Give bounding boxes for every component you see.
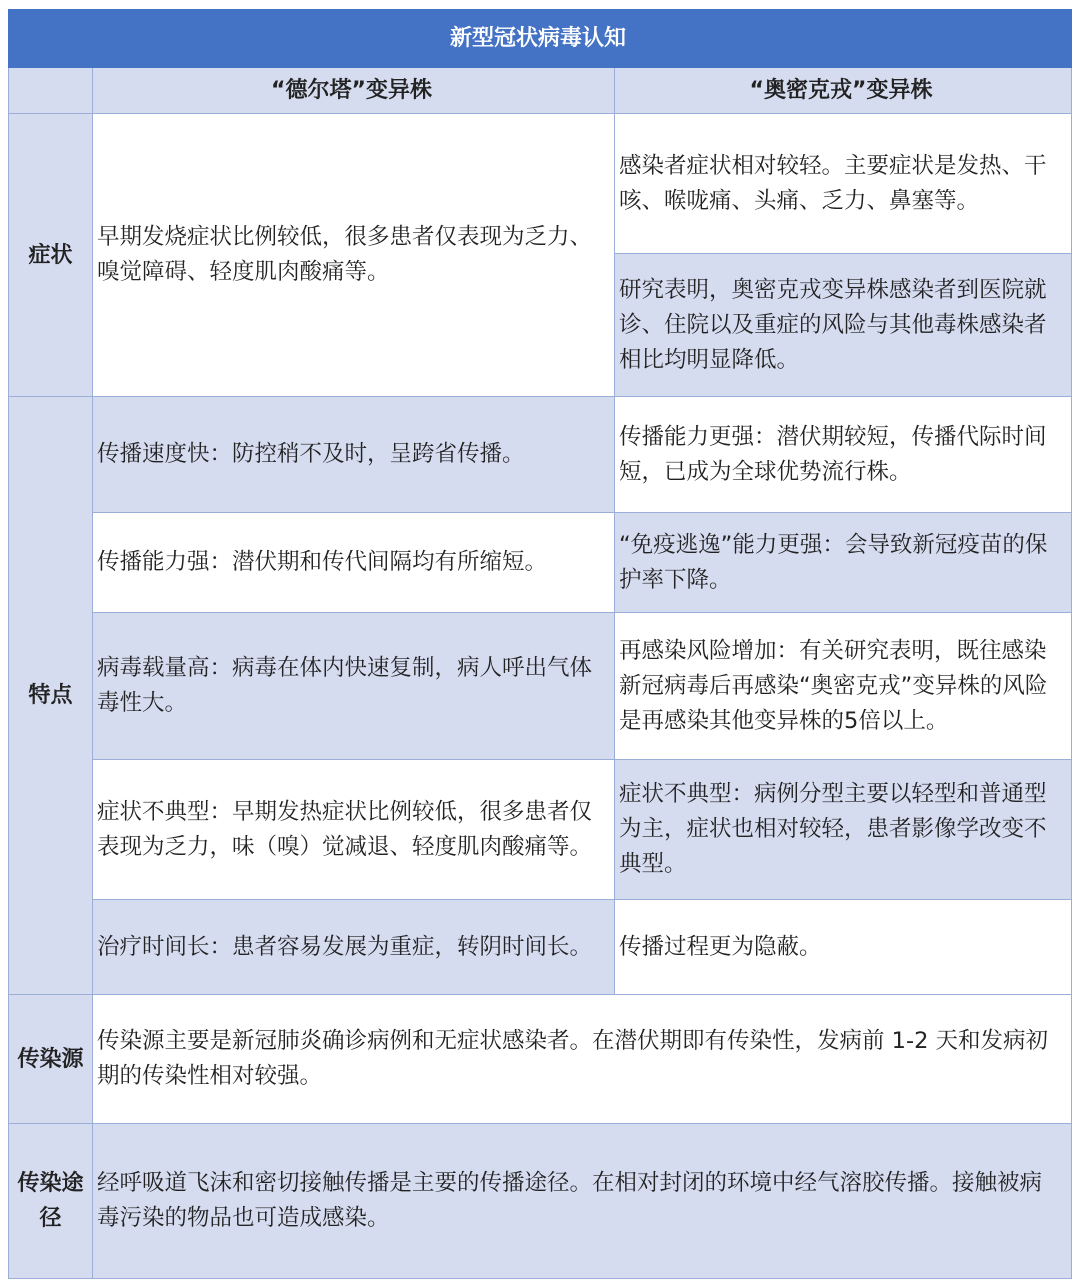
source-row <box>9 995 1072 1124</box>
header-delta: “德尔塔”变异株 <box>93 68 615 114</box>
route-text-cell: 经呼吸道飞沫和密切接触传播是主要的传播途径。在相对封闭的环境中经气溶胶传播。接触被病毒污染的物品也可造成感染。 <box>93 1124 1072 1279</box>
features-row-1 <box>9 397 1072 513</box>
covid-comparison-table-wrapper <box>8 9 1072 1279</box>
symptoms-delta-cell: 早期发烧症状比例较低，很多患者仅表现为乏力、嗅觉障碍、轻度肌肉酸痛等。 <box>93 114 615 397</box>
route-row <box>9 1124 1072 1279</box>
source-text-cell: 传染源主要是新冠肺炎确诊病例和无症状感染者。在潜伏期即有传染性，发病前 1-2 天和发病初期的传染性相对较强。 <box>93 995 1072 1124</box>
header-row <box>9 68 1072 114</box>
category-symptoms: 症状 <box>9 114 93 397</box>
symptoms-row-1 <box>9 114 1072 254</box>
features-delta-cell: 症状不典型：早期发热症状比例较低，很多患者仅表现为乏力，味（嗅）觉减退、轻度肌肉酸痛等。 <box>93 760 615 900</box>
symptoms-omicron-cell-2: 研究表明，奥密克戎变异株感染者到医院就诊、住院以及重症的风险与其他毒株感染者相比均明显降低。 <box>615 254 1072 397</box>
features-omicron-cell: 症状不典型：病例分型主要以轻型和普通型为主，症状也相对较轻，患者影像学改变不典型。 <box>615 760 1072 900</box>
features-omicron-cell: 再感染风险增加：有关研究表明，既往感染新冠病毒后再感染“奥密克戎”变异株的风险是再感染其他变异株的5倍以上。 <box>615 613 1072 760</box>
header-empty-cell <box>9 68 93 114</box>
category-source: 传染源 <box>9 995 93 1124</box>
covid-comparison-table <box>8 9 1072 1279</box>
category-route: 传染途径 <box>9 1124 93 1279</box>
features-delta-cell: 治疗时间长：患者容易发展为重症，转阴时间长。 <box>93 900 615 995</box>
features-delta-cell: 传播速度快：防控稍不及时，呈跨省传播。 <box>93 397 615 513</box>
title-row <box>9 10 1072 68</box>
features-delta-cell: 传播能力强：潜伏期和传代间隔均有所缩短。 <box>93 513 615 613</box>
features-omicron-cell: 传播能力更强：潜伏期较短，传播代际时间短，已成为全球优势流行株。 <box>615 397 1072 513</box>
features-row-2 <box>9 513 1072 613</box>
features-row-3 <box>9 613 1072 760</box>
category-features: 特点 <box>9 397 93 995</box>
features-row-5 <box>9 900 1072 995</box>
features-omicron-cell: 传播过程更为隐蔽。 <box>615 900 1072 995</box>
header-omicron: “奥密克戎”变异株 <box>615 68 1072 114</box>
features-row-4 <box>9 760 1072 900</box>
symptoms-omicron-cell-1: 感染者症状相对较轻。主要症状是发热、干咳、喉咙痛、头痛、乏力、鼻塞等。 <box>615 114 1072 254</box>
features-delta-cell: 病毒载量高：病毒在体内快速复制，病人呼出气体毒性大。 <box>93 613 615 760</box>
table-title: 新型冠状病毒认知 <box>9 10 1072 68</box>
features-omicron-cell: “免疫逃逸”能力更强：会导致新冠疫苗的保护率下降。 <box>615 513 1072 613</box>
